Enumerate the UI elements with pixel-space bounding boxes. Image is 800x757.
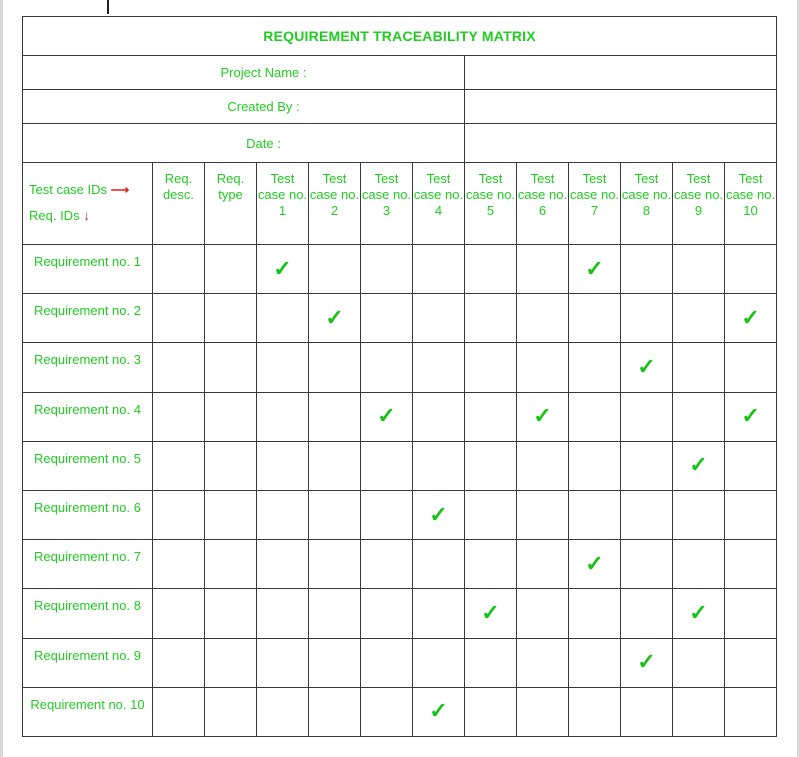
trace-cell[interactable]	[621, 638, 673, 687]
trace-cell[interactable]	[569, 589, 621, 638]
req-desc-cell[interactable]	[153, 638, 205, 687]
trace-cell[interactable]	[309, 490, 361, 539]
trace-cell[interactable]	[413, 589, 465, 638]
col-header-test-case-2: Test case no. 2	[309, 162, 361, 244]
req-type-cell[interactable]	[205, 638, 257, 687]
requirement-label: Requirement no. 3	[23, 343, 153, 392]
matrix-title: REQUIREMENT TRACEABILITY MATRIX	[23, 17, 777, 56]
table-row	[23, 490, 777, 539]
corner-cell	[23, 162, 153, 244]
col-header-test-case-5: Test case no. 5	[465, 162, 517, 244]
table-row	[23, 638, 777, 687]
req-desc-cell[interactable]	[153, 589, 205, 638]
trace-cell[interactable]	[257, 687, 309, 736]
trace-cell[interactable]	[465, 540, 517, 589]
trace-cell[interactable]	[517, 343, 569, 392]
check-mark-icon: ✓	[637, 649, 656, 675]
req-type-cell[interactable]	[205, 687, 257, 736]
check-mark-icon: ✓	[689, 452, 708, 478]
trace-cell[interactable]	[361, 490, 413, 539]
trace-cell[interactable]	[725, 441, 777, 490]
col-header-test-case-1: Test case no. 1	[257, 162, 309, 244]
trace-cell[interactable]	[621, 687, 673, 736]
trace-cell[interactable]	[309, 294, 361, 343]
requirement-label: Requirement no. 8	[23, 589, 153, 638]
requirement-label: Requirement no. 10	[23, 687, 153, 736]
trace-cell[interactable]	[725, 540, 777, 589]
check-mark-icon: ✓	[585, 255, 604, 281]
check-mark-icon: ✓	[741, 403, 760, 429]
check-mark-icon: ✓	[689, 599, 708, 625]
trace-cell[interactable]	[309, 638, 361, 687]
created-by-label: Created By :	[23, 90, 465, 124]
trace-cell[interactable]	[465, 294, 517, 343]
col-header-test-case-7: Test case no. 7	[569, 162, 621, 244]
test-case-ids-label: Test case IDs	[29, 181, 108, 197]
trace-cell[interactable]	[569, 343, 621, 392]
trace-cell[interactable]	[257, 294, 309, 343]
text-cursor	[107, 0, 109, 14]
trace-cell[interactable]	[465, 687, 517, 736]
trace-cell[interactable]	[621, 589, 673, 638]
req-type-cell[interactable]	[205, 441, 257, 490]
trace-cell[interactable]	[725, 343, 777, 392]
trace-cell[interactable]	[621, 392, 673, 441]
trace-cell[interactable]	[517, 589, 569, 638]
check-mark-icon: ✓	[637, 353, 656, 379]
trace-cell[interactable]	[517, 490, 569, 539]
trace-cell[interactable]	[257, 589, 309, 638]
trace-cell[interactable]	[361, 540, 413, 589]
trace-cell[interactable]	[361, 638, 413, 687]
table-row	[23, 589, 777, 638]
trace-cell[interactable]	[309, 244, 361, 293]
requirement-label: Requirement no. 6	[23, 490, 153, 539]
req-type-cell[interactable]	[205, 589, 257, 638]
trace-cell[interactable]	[569, 294, 621, 343]
requirement-label: Requirement no. 2	[23, 294, 153, 343]
date-value[interactable]	[465, 124, 777, 162]
trace-cell[interactable]	[257, 392, 309, 441]
trace-cell[interactable]	[673, 294, 725, 343]
trace-cell[interactable]	[621, 490, 673, 539]
trace-cell[interactable]	[725, 244, 777, 293]
trace-cell[interactable]	[673, 392, 725, 441]
trace-cell[interactable]	[257, 490, 309, 539]
date-label: Date :	[23, 124, 465, 162]
trace-cell[interactable]	[569, 490, 621, 539]
req-type-cell[interactable]	[205, 392, 257, 441]
trace-cell[interactable]	[465, 638, 517, 687]
req-desc-cell[interactable]	[153, 441, 205, 490]
trace-cell[interactable]	[569, 441, 621, 490]
trace-cell[interactable]	[673, 441, 725, 490]
check-mark-icon: ✓	[585, 550, 604, 576]
col-header-test-case-8: Test case no. 8	[621, 162, 673, 244]
trace-cell[interactable]	[517, 687, 569, 736]
trace-cell[interactable]	[569, 540, 621, 589]
requirement-label: Requirement no. 1	[23, 244, 153, 293]
trace-cell[interactable]	[621, 441, 673, 490]
req-type-cell[interactable]	[205, 294, 257, 343]
right-arrow-icon: ⟶	[110, 181, 130, 197]
trace-cell[interactable]	[465, 490, 517, 539]
created-by-value[interactable]	[465, 90, 777, 124]
trace-cell[interactable]	[413, 638, 465, 687]
trace-cell[interactable]	[361, 687, 413, 736]
req-desc-cell[interactable]	[153, 244, 205, 293]
check-mark-icon: ✓	[325, 304, 344, 330]
check-mark-icon: ✓	[741, 304, 760, 330]
trace-cell[interactable]	[569, 687, 621, 736]
trace-cell[interactable]	[309, 540, 361, 589]
table-row	[23, 343, 777, 392]
table-row	[23, 540, 777, 589]
requirement-label: Requirement no. 4	[23, 392, 153, 441]
table-row	[23, 294, 777, 343]
trace-cell[interactable]	[517, 638, 569, 687]
trace-cell[interactable]	[309, 343, 361, 392]
trace-cell[interactable]	[621, 540, 673, 589]
trace-cell[interactable]	[309, 687, 361, 736]
trace-cell[interactable]	[465, 441, 517, 490]
trace-cell[interactable]	[465, 392, 517, 441]
trace-cell[interactable]	[309, 392, 361, 441]
check-mark-icon: ✓	[273, 255, 292, 281]
trace-cell[interactable]	[257, 638, 309, 687]
requirement-label: Requirement no. 5	[23, 441, 153, 490]
col-header-req-type: Req. type	[205, 162, 257, 244]
project-name-label: Project Name :	[23, 56, 465, 90]
req-type-cell[interactable]	[205, 490, 257, 539]
check-mark-icon: ✓	[533, 403, 552, 429]
project-name-value[interactable]	[465, 56, 777, 90]
table-row	[23, 441, 777, 490]
req-ids-line	[29, 203, 152, 229]
col-header-test-case-10: Test case no. 10	[725, 162, 777, 244]
trace-cell[interactable]	[725, 294, 777, 343]
test-case-ids-line	[29, 177, 152, 203]
trace-cell[interactable]	[517, 244, 569, 293]
trace-cell[interactable]	[517, 441, 569, 490]
trace-cell[interactable]	[621, 294, 673, 343]
trace-cell[interactable]	[361, 343, 413, 392]
col-header-test-case-6: Test case no. 6	[517, 162, 569, 244]
table-row	[23, 244, 777, 293]
trace-cell[interactable]	[725, 490, 777, 539]
req-desc-cell[interactable]	[153, 540, 205, 589]
trace-cell[interactable]	[569, 638, 621, 687]
trace-cell[interactable]	[413, 392, 465, 441]
req-type-cell[interactable]	[205, 343, 257, 392]
trace-cell[interactable]	[673, 244, 725, 293]
req-desc-cell[interactable]	[153, 490, 205, 539]
col-header-test-case-4: Test case no. 4	[413, 162, 465, 244]
trace-cell[interactable]	[673, 540, 725, 589]
trace-cell[interactable]	[725, 589, 777, 638]
trace-cell[interactable]	[569, 392, 621, 441]
trace-cell[interactable]	[725, 392, 777, 441]
column-header-row	[23, 162, 777, 244]
req-desc-cell[interactable]	[153, 343, 205, 392]
trace-cell[interactable]	[569, 244, 621, 293]
check-mark-icon: ✓	[377, 403, 396, 429]
requirement-label: Requirement no. 7	[23, 540, 153, 589]
table-row	[23, 392, 777, 441]
check-mark-icon: ✓	[429, 501, 448, 527]
trace-cell[interactable]	[621, 244, 673, 293]
col-header-test-case-3: Test case no. 3	[361, 162, 413, 244]
req-type-cell[interactable]	[205, 540, 257, 589]
trace-cell[interactable]	[361, 392, 413, 441]
traceability-matrix-table	[22, 16, 777, 737]
trace-cell[interactable]	[673, 343, 725, 392]
down-arrow-icon: ↓	[83, 207, 90, 223]
trace-cell[interactable]	[725, 687, 777, 736]
trace-cell[interactable]	[257, 343, 309, 392]
check-mark-icon: ✓	[481, 599, 500, 625]
col-header-req-desc: Req. desc.	[153, 162, 205, 244]
trace-cell[interactable]	[361, 441, 413, 490]
trace-cell[interactable]	[517, 392, 569, 441]
trace-cell[interactable]	[413, 244, 465, 293]
req-desc-cell[interactable]	[153, 687, 205, 736]
trace-cell[interactable]	[413, 540, 465, 589]
req-desc-cell[interactable]	[153, 392, 205, 441]
window-edge-left	[0, 0, 3, 757]
trace-cell[interactable]	[673, 687, 725, 736]
trace-cell[interactable]	[673, 589, 725, 638]
trace-cell[interactable]	[465, 589, 517, 638]
requirement-label: Requirement no. 9	[23, 638, 153, 687]
trace-cell[interactable]	[413, 343, 465, 392]
trace-cell[interactable]	[465, 244, 517, 293]
trace-cell[interactable]	[309, 441, 361, 490]
trace-cell[interactable]	[361, 244, 413, 293]
trace-cell[interactable]	[257, 244, 309, 293]
trace-cell[interactable]	[517, 294, 569, 343]
trace-cell[interactable]	[673, 638, 725, 687]
req-ids-label: Req. IDs	[29, 207, 80, 223]
req-type-cell[interactable]	[205, 244, 257, 293]
trace-cell[interactable]	[725, 638, 777, 687]
table-row	[23, 687, 777, 736]
trace-cell[interactable]	[413, 441, 465, 490]
col-header-test-case-9: Test case no. 9	[673, 162, 725, 244]
trace-cell[interactable]	[465, 343, 517, 392]
trace-cell[interactable]	[621, 343, 673, 392]
trace-cell[interactable]	[257, 441, 309, 490]
trace-cell[interactable]	[517, 540, 569, 589]
trace-cell[interactable]	[673, 490, 725, 539]
check-mark-icon: ✓	[429, 698, 448, 724]
trace-cell[interactable]	[413, 490, 465, 539]
trace-cell[interactable]	[361, 589, 413, 638]
trace-cell[interactable]	[361, 294, 413, 343]
req-desc-cell[interactable]	[153, 294, 205, 343]
trace-cell[interactable]	[309, 589, 361, 638]
trace-cell[interactable]	[413, 687, 465, 736]
trace-cell[interactable]	[257, 540, 309, 589]
trace-cell[interactable]	[413, 294, 465, 343]
